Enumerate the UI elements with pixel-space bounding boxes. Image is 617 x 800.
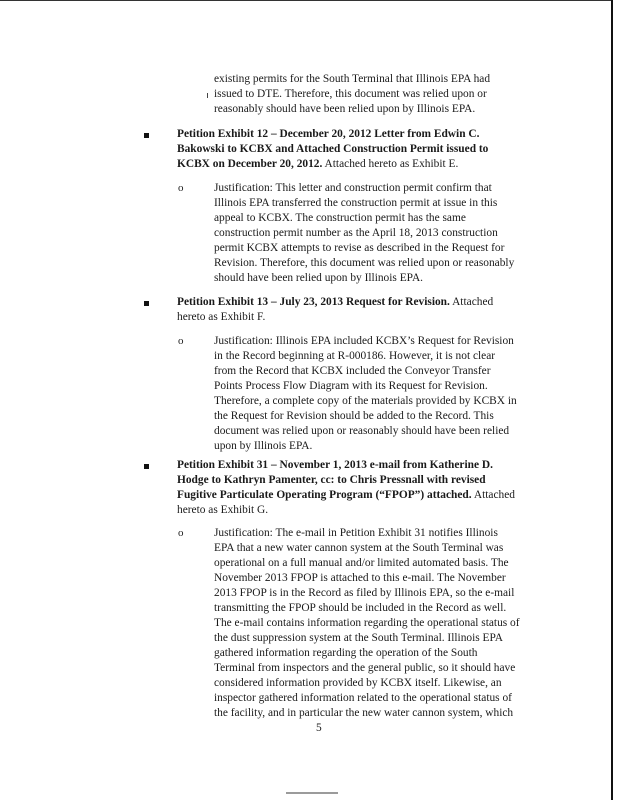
sub-bullet-icon: o xyxy=(178,527,184,539)
exhibit-title-line: hereto as Exhibit G. xyxy=(177,504,269,516)
exhibit-title-line: Petition Exhibit 12 – December 20, 2012 Letter from Edwin C. xyxy=(177,128,480,140)
justification-line: Revision. Therefore, this document was relied upon or reasonably xyxy=(214,257,515,269)
text-line: reasonably should have been relied upon by Illinois EPA. xyxy=(214,103,476,115)
bullet-icon xyxy=(144,301,149,306)
exhibit-title-bold: Fugitive Particulate Operating Program (“FPOP”) attached. xyxy=(177,489,472,501)
justification-line: permit KCBX attempts to revise as described in the Request for xyxy=(214,242,505,254)
justification-line: 2013 FPOP is in the Record as filed by Illinois EPA, so the e-mail xyxy=(214,587,515,599)
justification-line: appeal to KCBX. The construction permit has the same xyxy=(214,212,466,224)
justification-line: inspector gathered information related to the operational status of xyxy=(214,692,512,704)
scan-right-edge xyxy=(611,0,613,800)
exhibit-attachment-note: Attached hereto as Exhibit E. xyxy=(322,158,459,170)
bullet-icon xyxy=(144,464,149,469)
justification-line: gathered information regarding the operation of the South xyxy=(214,647,478,659)
justification-line: Justification: This letter and construction permit confirm that xyxy=(214,182,492,194)
exhibit-title-line: Bakowski to KCBX and Attached Construction Permit issued to xyxy=(177,143,489,155)
exhibit-title-line xyxy=(177,157,458,172)
sub-bullet-icon: o xyxy=(178,335,184,347)
justification-line: upon by Illinois EPA. xyxy=(214,440,313,452)
text-line: existing permits for the South Terminal that Illinois EPA had xyxy=(214,73,491,85)
justification-line: the dust suppression system at the South Terminal. Illinois EPA xyxy=(214,632,504,644)
exhibit-title-line: Hodge to Kathryn Pamenter, cc: to Chris Pressnall with revised xyxy=(177,474,486,486)
justification-line: in the Record beginning at R-000186. However, it is not clear xyxy=(214,350,496,362)
exhibit-attachment-note: Attached xyxy=(449,296,494,308)
text-line: issued to DTE. Therefore, this document was relied upon or xyxy=(214,88,487,100)
justification-line: The e-mail contains information regarding the operational status of xyxy=(214,617,520,629)
exhibit-title-line xyxy=(177,295,493,310)
justification-line: should have been relied upon by Illinois EPA. xyxy=(214,272,424,284)
justification-line: document was relied upon or reasonably should have been relied xyxy=(214,425,510,437)
justification-line: Illinois EPA transferred the construction permit at issue in this xyxy=(214,197,498,209)
justification-line: Terminal from inspectors and the general public, so it should have xyxy=(214,662,516,674)
scan-smudge xyxy=(286,792,338,794)
scan-top-edge xyxy=(0,0,613,1)
exhibit-attachment-note: Attached xyxy=(471,489,515,501)
bullet-icon xyxy=(144,133,149,138)
justification-line: transmitting the FPOP should be included in the Record as well. xyxy=(214,602,507,614)
justification-line: the Request for Revision should be added to the Record. This xyxy=(214,410,494,422)
justification-line: the facility, and in particular the new water cannon system, which xyxy=(214,707,514,719)
exhibit-title-line: hereto as Exhibit F. xyxy=(177,311,266,323)
justification-line: November 2013 FPOP is attached to this e-mail. The November xyxy=(214,572,506,584)
justification-line: construction permit number as the April 18, 2013 construction xyxy=(214,227,498,239)
justification-line: EPA that a new water cannon system at the South Terminal was xyxy=(214,542,504,554)
justification-line: Points Process Flow Diagram with its Request for Revision. xyxy=(214,380,488,392)
exhibit-title-line: Petition Exhibit 31 – November 1, 2013 e-mail from Katherine D. xyxy=(177,459,493,471)
exhibit-title-bold: Petition Exhibit 13 – July 23, 2013 Request for Revision. xyxy=(177,296,450,308)
justification-line: from the Record that KCBX included the Conveyor Transfer xyxy=(214,365,491,377)
justification-line: operational on a full manual and/or limited automated basis. The xyxy=(214,557,509,569)
justification-line: Justification: Illinois EPA included KCBX’s Request for Revision xyxy=(214,335,514,347)
justification-line: considered information provided by KCBX itself. Likewise, an xyxy=(214,677,502,689)
justification-line: Therefore, a complete copy of the materials provided by KCBX in xyxy=(214,395,517,407)
page-number: 5 xyxy=(316,722,322,734)
sub-bullet-icon: o xyxy=(178,182,184,194)
exhibit-title-line xyxy=(177,488,515,503)
justification-line: Justification: The e-mail in Petition Exhibit 31 notifies Illinois xyxy=(214,527,498,539)
scan-speck xyxy=(207,93,208,98)
exhibit-title-bold: KCBX on December 20, 2012. xyxy=(177,158,323,170)
